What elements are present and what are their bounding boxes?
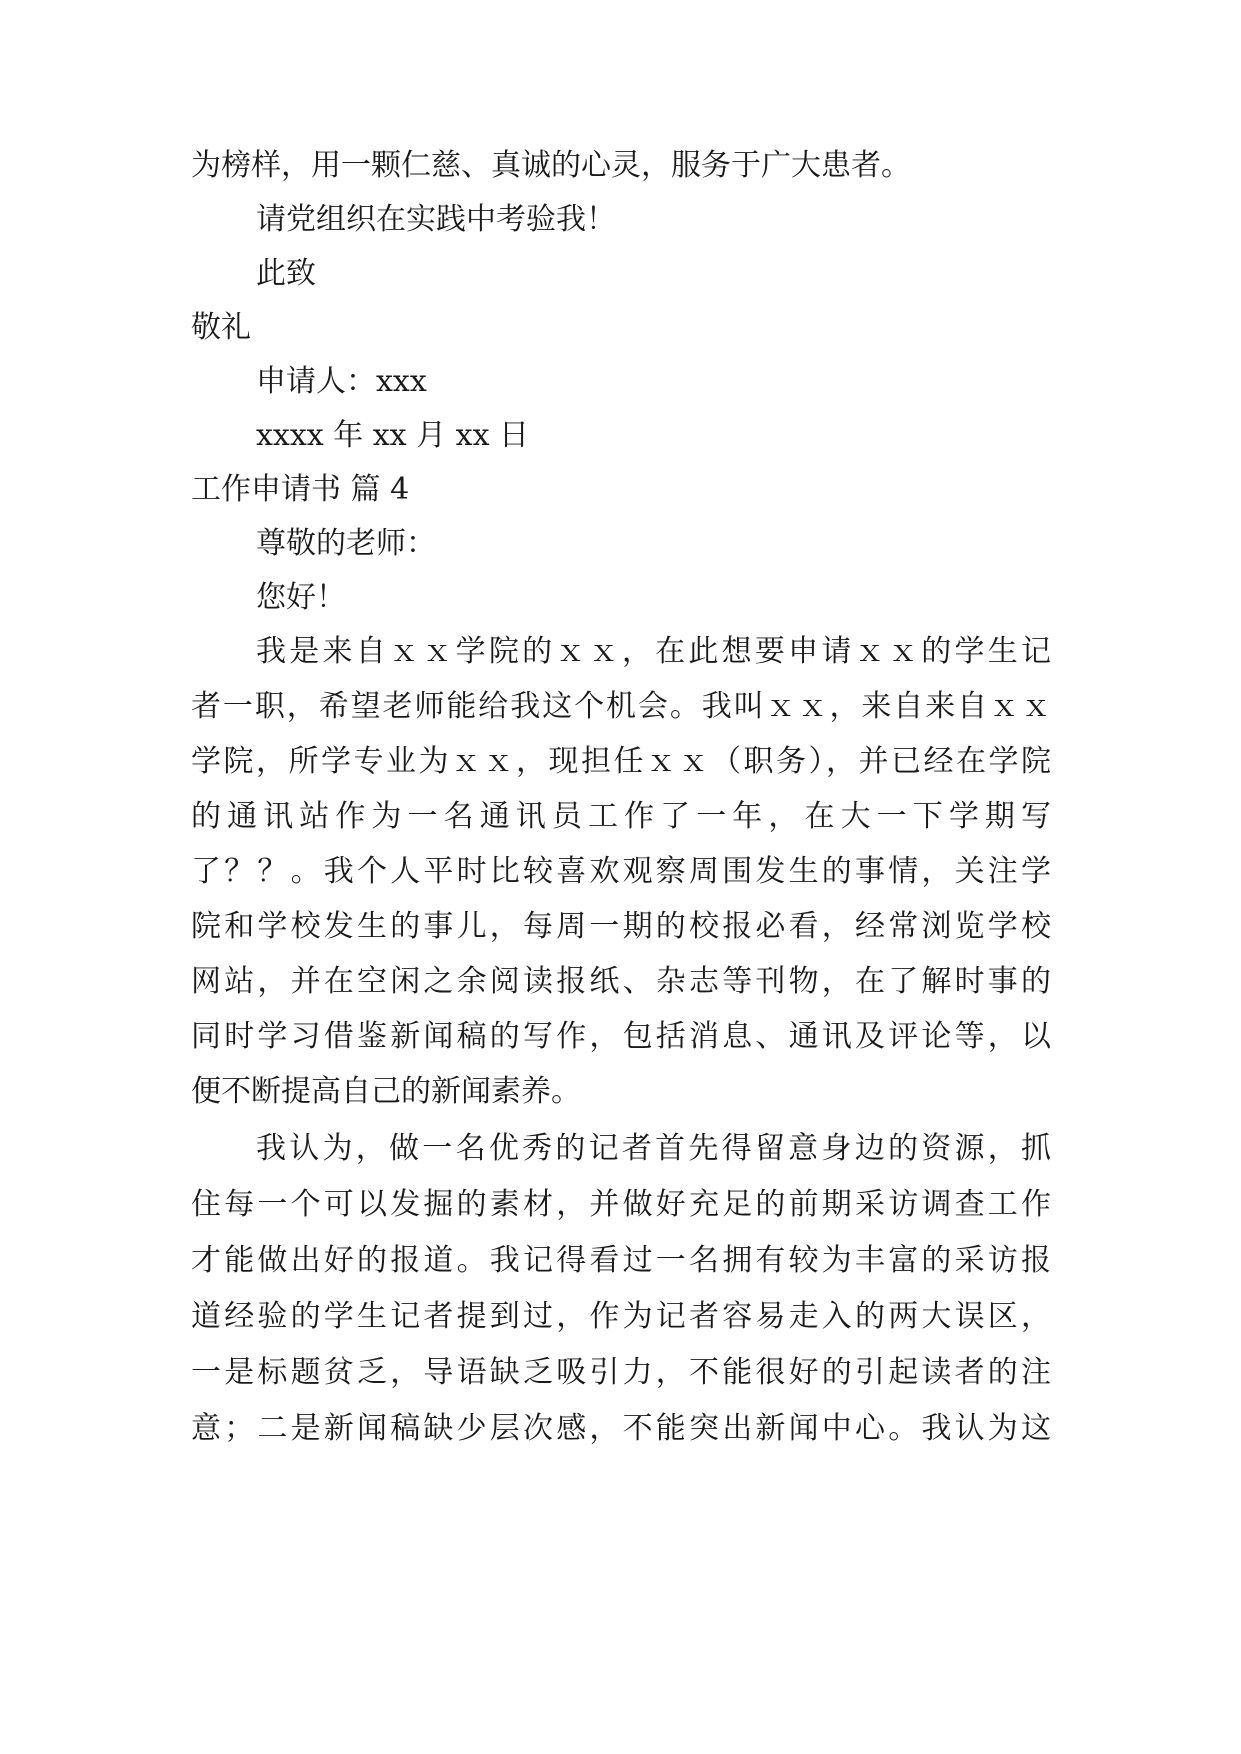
paragraph-line: 道经验的学生记者提到过，作为记者容易走入的两大误区， [191,1299,1051,1334]
applicant-line: 申请人：xxx [256,364,427,399]
paragraph-line: 网站，并在空闲之余阅读报纸、杂志等刊物，在了解时事的 [191,964,1051,999]
paragraph-line: 了？？。我个人平时比较喜欢观察周围发生的事情，关注学 [191,854,1051,889]
date-line: xxxx 年 xx 月 xx 日 [256,418,530,453]
paragraph-line: 院和学校发生的事儿，每周一期的校报必看，经常浏览学校 [191,909,1051,944]
greeting-line: 尊敬的老师： [256,526,436,561]
paragraph-line: 一是标题贫乏，导语缺乏吸引力，不能很好的引起读者的注 [191,1355,1051,1390]
section-heading: 工作申请书 篇 4 [191,472,410,507]
greeting-line: 您好！ [256,580,346,615]
text-line: 请党组织在实践中考验我！ [256,202,616,237]
paragraph-line: 我认为，做一名优秀的记者首先得留意身边的资源，抓 [256,1131,1051,1166]
text-line: 为榜样，用一颗仁慈、真诚的心灵，服务于广大患者。 [191,148,911,183]
paragraph-line: 同时学习借鉴新闻稿的写作，包括消息、通讯及评论等，以 [191,1019,1051,1054]
paragraph-line: 者一职，希望老师能给我这个机会。我叫ｘｘ，来自来自ｘｘ [191,689,1051,724]
paragraph-line: 便不断提高自己的新闻素养。 [191,1074,581,1109]
paragraph-line: 学院，所学专业为ｘｘ，现担任ｘｘ（职务），并已经在学院 [191,744,1051,779]
closing-line: 此致 [256,256,316,291]
paragraph-line: 住每一个可以发掘的素材，并做好充足的前期采访调查工作 [191,1187,1051,1222]
salutation-line: 敬礼 [191,310,251,345]
paragraph-line: 的通讯站作为一名通讯员工作了一年，在大一下学期写 [191,799,1051,834]
paragraph-line: 我是来自ｘｘ学院的ｘｘ，在此想要申请ｘｘ的学生记 [256,634,1051,669]
paragraph-line: 才能做出好的报道。我记得看过一名拥有较为丰富的采访报 [191,1243,1051,1278]
paragraph-line: 意；二是新闻稿缺少层次感，不能突出新闻中心。我认为这 [191,1411,1051,1446]
